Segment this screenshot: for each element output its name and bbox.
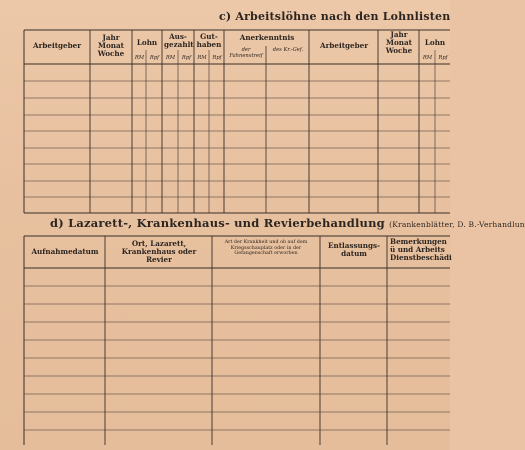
sub-rpf-lohn: Rpf xyxy=(149,55,160,61)
sub-fahnenstreif: der Fahnenstreif xyxy=(229,47,263,59)
col-guthaben: Gut-haben xyxy=(196,32,222,49)
col-art-der-krankheit: Art der Krankheit und ob auf dem Kriegsschauplatz oder in der Gefangenschaft erworben xyxy=(224,240,308,257)
section-d-title-suffix: (Krankenblätter, D. B.-Verhandlun xyxy=(389,220,525,229)
sub-rm-lohn-2: RM xyxy=(422,55,433,61)
col-aufnahmedatum: Aufnahmedatum xyxy=(31,247,99,256)
col-arbeitgeber: Arbeitgeber xyxy=(33,41,81,50)
col-ort-lazarett: Ort, Lazarett, Krankenhaus oder Revier xyxy=(121,239,197,264)
section-d-title xyxy=(50,216,525,230)
section-d-title-main: d) Lazarett-, Krankenhaus- und Revierbehandlung xyxy=(50,216,385,230)
sub-kr-gef: des Kr.-Gef. xyxy=(272,47,304,53)
col-entlassungsdatum: Entlassungs-datum xyxy=(327,241,380,258)
sub-rpf-ausgezahlt: Rpf xyxy=(181,55,192,61)
col-lohn-2: Lohn xyxy=(424,38,446,47)
sub-rm-guthaben: RM xyxy=(197,55,207,61)
col-jahr-monat-woche-2: Jahr Monat Woche xyxy=(385,30,413,55)
col-jahr-monat-woche: Jahr Monat Woche xyxy=(97,33,125,58)
sub-rpf-guthaben: Rpf xyxy=(212,55,222,61)
col-anerkenntnis: Anerkenntnis xyxy=(239,33,295,42)
sub-rm-lohn: RM xyxy=(134,55,145,61)
section-c-title: c) Arbeitslöhne nach den Lohnlisten xyxy=(219,10,451,23)
col-ausgezahlt: Aus-gezahlt xyxy=(164,32,194,49)
col-lohn: Lohn xyxy=(136,38,158,47)
sub-rm-ausgezahlt: RM xyxy=(165,55,176,61)
col-bemerkungen: Bemerkungen ü und Arbeits Dienstbeschädi xyxy=(390,237,452,262)
col-arbeitgeber-2: Arbeitgeber xyxy=(320,41,368,50)
sub-rpf-lohn-2: Rpf xyxy=(438,55,448,61)
